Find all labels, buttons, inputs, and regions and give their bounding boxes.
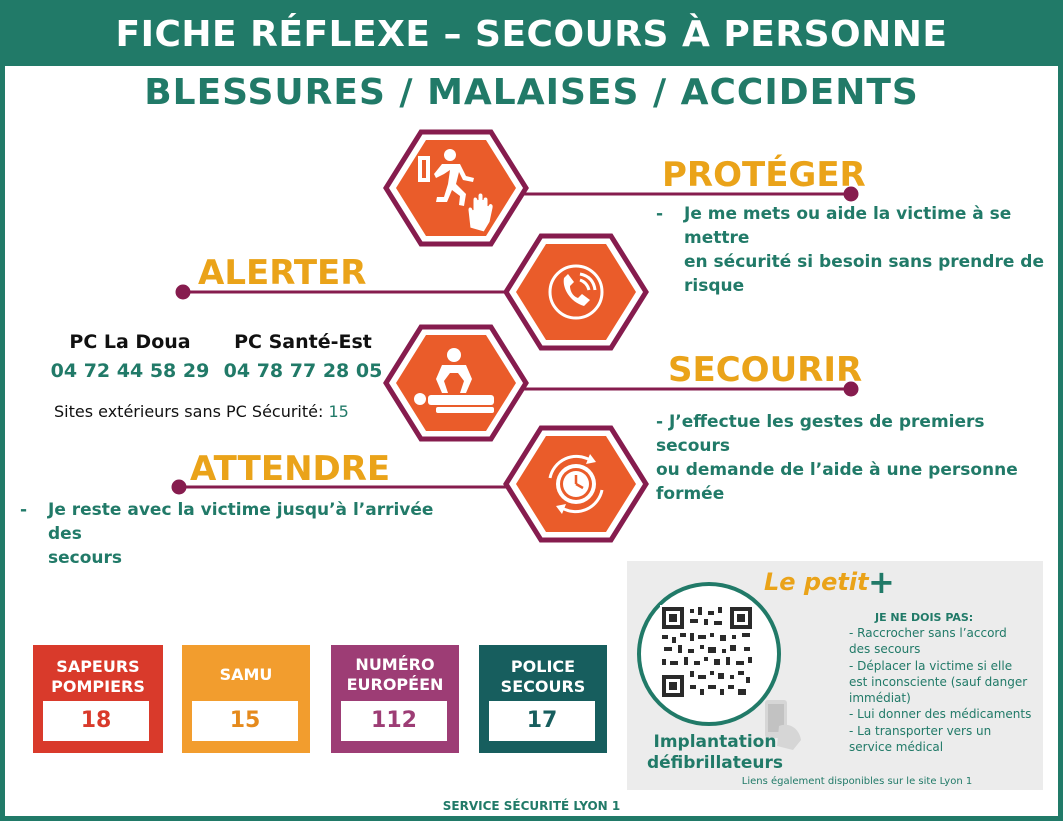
ne-dois-pas-item: - Lui donner des médicaments	[849, 707, 1032, 722]
attendre-text-line: secours	[48, 548, 123, 568]
emergency-label-line: SAMU	[219, 665, 273, 684]
ne-dois-pas-title: JE NE DOIS PAS:	[875, 611, 974, 624]
emergency-label	[479, 657, 607, 697]
emergency-card-samu	[182, 645, 310, 753]
sites-exterieurs-number: 15	[328, 402, 349, 421]
attendre-title: ATTENDRE	[190, 449, 391, 489]
emergency-card-europeen	[331, 645, 459, 753]
emergency-label-line: EUROPÉEN	[346, 675, 444, 694]
pc-doua-number: 04 72 44 58 29	[50, 360, 210, 382]
ne-dois-pas-item: - Raccrocher sans l’accord	[849, 626, 1007, 640]
attendre-text-line: Je reste avec la victime jusqu’à l’arrivée des	[48, 500, 434, 544]
proteger-text-line: Je me mets ou aide la victime à se mettre	[684, 204, 1012, 248]
secourir-text	[656, 410, 1056, 506]
proteger-text-line: risque	[684, 276, 745, 296]
secourir-hexagon	[386, 327, 526, 439]
ne-dois-pas-item: service médical	[849, 740, 944, 755]
emergency-label-line: SECOURS	[500, 677, 586, 696]
ne-dois-pas-item: immédiat)	[849, 691, 911, 706]
ne-dois-pas-item: - La transporter vers un	[849, 723, 992, 738]
pc-sante-number: 04 78 77 28 05	[223, 360, 383, 382]
alerter-hexagon	[506, 236, 646, 348]
emergency-card-pompiers	[33, 645, 163, 753]
footer-service: SERVICE SÉCURITÉ LYON 1	[442, 799, 621, 813]
qr-code-icon[interactable]	[660, 605, 754, 699]
sites-exterieurs	[54, 402, 349, 421]
le-petit-title: Le petit	[764, 568, 869, 596]
emergency-label	[33, 657, 163, 697]
emergency-number: 18	[43, 701, 149, 741]
qr-caption	[645, 732, 785, 774]
le-petit-plus-panel	[627, 561, 1043, 790]
page-title: FICHE RÉFLEXE – SECOURS À PERSONNE	[0, 0, 1063, 66]
secourir-title: SECOURIR	[668, 350, 863, 390]
proteger-hexagon	[386, 132, 526, 244]
pc-sante-name: PC Santé-Est	[234, 331, 372, 353]
attendre-hexagon	[506, 428, 646, 540]
alerter-title: ALERTER	[198, 253, 367, 293]
proteger-text: - Je me mets ou aide la victime à se mettre en sécurité si besoin sans prendre de risque	[656, 202, 1056, 298]
ne-dois-pas-item: - Déplacer la victime si elle	[849, 658, 1013, 673]
ne-dois-pas-list	[849, 625, 1039, 755]
secourir-text-line: formée	[656, 484, 725, 504]
attendre-dot	[173, 481, 185, 493]
attendre-text: - Je reste avec la victime jusqu’à l’arrivée des secours	[20, 498, 460, 570]
emergency-card-police	[479, 645, 607, 753]
ne-dois-pas-item: est inconsciente (sauf danger	[849, 674, 1028, 689]
sites-exterieurs-label: Sites extérieurs sans PC Sécurité:	[54, 402, 324, 421]
emergency-label	[331, 655, 459, 695]
emergency-number: 17	[489, 701, 595, 741]
pc-doua-name: PC La Doua	[69, 331, 191, 353]
secourir-text-line: - J’effectue les gestes de premiers secours	[656, 412, 985, 456]
emergency-label-line: POLICE	[510, 657, 576, 676]
qr-caption-line: Implantation	[653, 732, 777, 752]
emergency-number: 112	[341, 701, 447, 741]
alerter-dot	[177, 286, 189, 298]
emergency-label	[182, 665, 310, 685]
emergency-label-line: SAPEURS	[56, 657, 140, 676]
proteger-title: PROTÉGER	[662, 155, 866, 195]
emergency-label-line: POMPIERS	[51, 677, 145, 696]
emergency-label-line: NUMÉRO	[355, 655, 435, 674]
qr-caption-line: défibrillateurs	[646, 753, 784, 773]
links-note: Liens également disponibles sur le site Lyon 1	[741, 776, 973, 787]
proteger-text-line: en sécurité si besoin sans prendre de	[684, 252, 1044, 272]
plus-sign: +	[868, 563, 895, 601]
page-subtitle: BLESSURES / MALAISES / ACCIDENTS	[144, 72, 919, 113]
emergency-number: 15	[192, 701, 298, 741]
secourir-text-line: ou demande de l’aide à une personne	[656, 460, 1018, 480]
ne-dois-pas-item: des secours	[849, 642, 921, 657]
